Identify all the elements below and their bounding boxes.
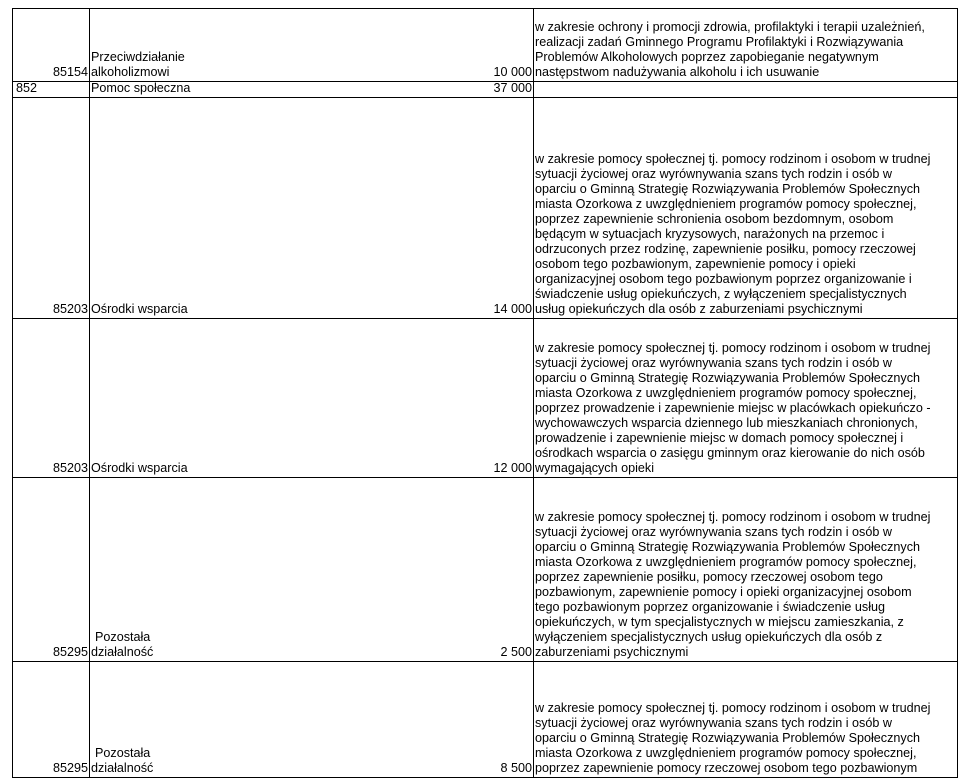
amount-value: 12 000: [493, 461, 532, 475]
classification-code: 85154: [52, 65, 88, 79]
description-line: następstwom nadużywania alkoholu i ich usuwanie: [535, 65, 820, 79]
description-line: realizacji zadań Gminnego Programu Profilaktyki i Rozwiązywania: [535, 35, 904, 49]
grid-hline: [12, 777, 958, 778]
description-line: w zakresie pomocy społecznej tj. pomocy rodzinom i osobom w trudnej: [535, 701, 931, 715]
description-line: miasta Ozorkowa z uwzględnieniem programów pomocy społecznej,: [535, 197, 917, 211]
description-line: Problemów Alkoholowych poprzez zapobieganie negatywnym: [535, 50, 879, 64]
description-line: zaburzeniami psychicznymi: [535, 645, 689, 659]
description-line: osobom tego pozbawionym, zapewnienie pomocy i opieki: [535, 257, 856, 271]
description-line: oparciu o Gminną Strategię Rozwiązywania Problemów Społecznych: [535, 182, 920, 196]
description-line: sytuacji życiowej oraz wyrównywania szans tych rodzin i osób w: [535, 716, 892, 730]
description-line: oparciu o Gminną Strategię Rozwiązywania Problemów Społecznych: [535, 540, 920, 554]
description-line: w zakresie pomocy społecznej tj. pomocy rodzinom i osobom w trudnej: [535, 152, 931, 166]
description-line: poprzez zapewnienie schronienia osobom bezdomnym, osobom: [535, 212, 894, 226]
section-name: Ośrodki wsparcia: [91, 461, 188, 475]
amount-value: 14 000: [493, 302, 532, 316]
classification-code: 852: [16, 81, 38, 95]
section-name: Ośrodki wsparcia: [91, 302, 188, 316]
description-line: miasta Ozorkowa z uwzględnieniem programów pomocy społecznej,: [535, 386, 917, 400]
amount-value: 2 500: [500, 645, 532, 659]
description-line: sytuacji życiowej oraz wyrównywania szans tych rodzin i osób w: [535, 167, 892, 181]
description-line: w zakresie ochrony i promocji zdrowia, profilaktyki i terapii uzależnień,: [535, 20, 925, 34]
description-line: miasta Ozorkowa z uwzględnieniem programów pomocy społecznej,: [535, 555, 917, 569]
grid-hline: [12, 8, 958, 9]
grid-hline: [12, 97, 958, 98]
description-line: sytuacji życiowej oraz wyrównywania szans tych rodzin i osób w: [535, 356, 892, 370]
description-line: pozbawionym, zapewnienie pomocy i opieki organizacyjnej osobom: [535, 585, 912, 599]
grid-hline: [12, 318, 958, 319]
description-line: wychowawczych wsparcia dziennego lub mieszkaniach chronionych,: [535, 416, 918, 430]
description-line: miasta Ozorkowa z uwzględnieniem programów pomocy społecznej,: [535, 746, 917, 760]
classification-code: 85203: [52, 461, 88, 475]
section-name: Pomoc społeczna: [91, 81, 191, 95]
description-line: będącym w sytuacjach kryzysowych, narażonych na przemoc i: [535, 227, 885, 241]
description-line: tego pozbawionym poprzez organizowanie i świadczenie usług: [535, 600, 886, 614]
description-line: w zakresie pomocy społecznej tj. pomocy rodzinom i osobom w trudnej: [535, 510, 931, 524]
description-line: oparciu o Gminną Strategię Rozwiązywania Problemów Społecznych: [535, 731, 920, 745]
description-line: usług opiekuńczych dla osób z zaburzeniami psychicznymi: [535, 302, 863, 316]
amount-value: 37 000: [493, 81, 532, 95]
classification-code: 85295: [52, 761, 88, 775]
description-line: oparciu o Gminną Strategię Rozwiązywania Problemów Społecznych: [535, 371, 920, 385]
section-name: Pozostała: [95, 630, 151, 644]
section-name: Przeciwdziałanie: [91, 50, 185, 64]
classification-code: 85295: [52, 645, 88, 659]
description-line: sytuacji życiowej oraz wyrównywania szans tych rodzin i osób w: [535, 525, 892, 539]
description-line: wymagających opieki: [535, 461, 654, 475]
description-line: wyłączeniem specjalistycznych usług opiekuńczych dla osób z: [535, 630, 883, 644]
description-line: ośrodkach wsparcia o zasięgu gminnym oraz kierowanie do nich osób: [535, 446, 925, 460]
description-line: poprzez zapewnienie posiłku, pomocy rzeczowej osobom tego: [535, 570, 883, 584]
classification-code: 85203: [52, 302, 88, 316]
section-name: działalność: [91, 645, 154, 659]
description-line: poprzez prowadzenie i zapewnienie miejsc w placówkach opiekuńczo -: [535, 401, 931, 415]
description-line: opiekuńczych, w tym specjalistycznych w miejscu zamieszkania, z: [535, 615, 904, 629]
grid-hline: [12, 477, 958, 478]
description-line: organizacyjnej osobom tego pozbawionym poprzez organizowanie i: [535, 272, 912, 286]
grid-hline: [12, 661, 958, 662]
description-line: odrzuconych przez rodzinę, zapewnienie posiłku, pomocy rzeczowej: [535, 242, 916, 256]
section-name: alkoholizmowi: [91, 65, 170, 79]
amount-value: 8 500: [500, 761, 532, 775]
description-line: prowadzenie i zapewnienie miejsc w domach pomocy społecznej i: [535, 431, 904, 445]
description-line: w zakresie pomocy społecznej tj. pomocy rodzinom i osobom w trudnej: [535, 341, 931, 355]
section-name: Pozostała: [95, 746, 151, 760]
description-line: poprzez zapewnienie pomocy rzeczowej osobom tego pozbawionym: [535, 761, 918, 775]
description-line: świadczenie usług opiekuńczych, z wyłączeniem specjalistycznych: [535, 287, 907, 301]
section-name: działalność: [91, 761, 154, 775]
amount-value: 10 000: [493, 65, 532, 79]
